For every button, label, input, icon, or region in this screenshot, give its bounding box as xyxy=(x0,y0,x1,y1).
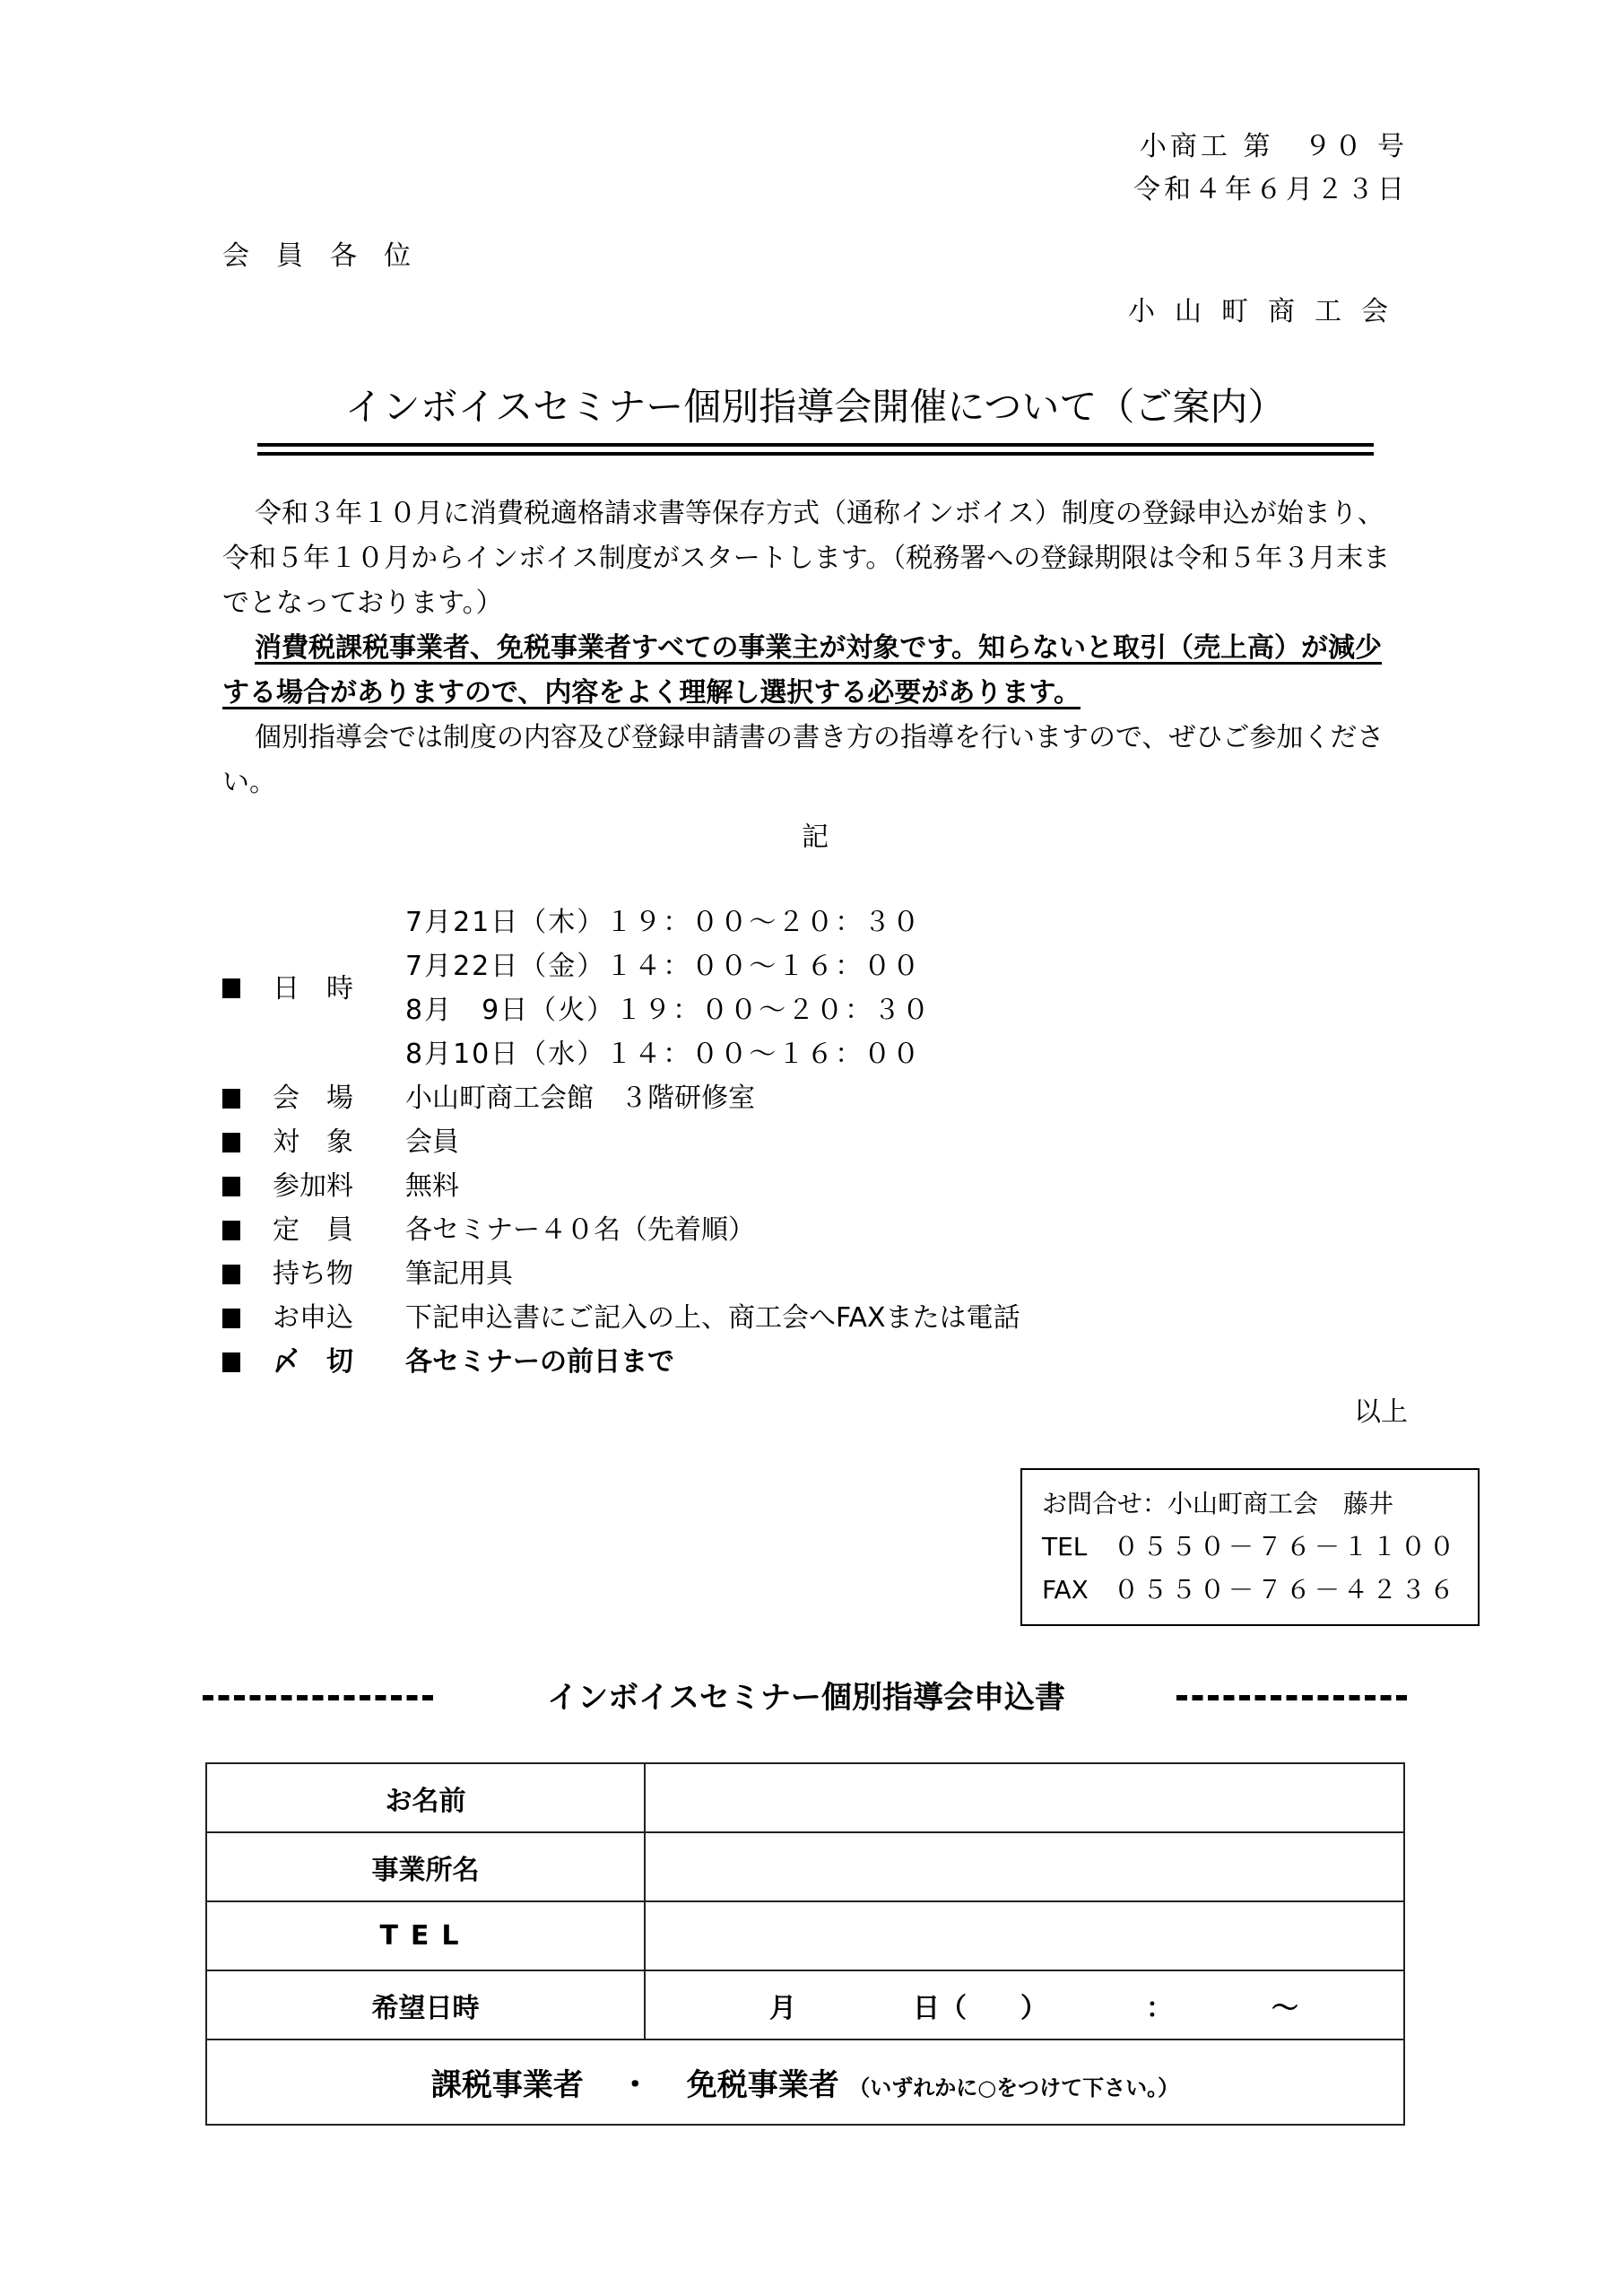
detail-value: 下記申込書にご記入の上、商工会へFAXまたは電話 xyxy=(405,1302,1020,1334)
name-field[interactable] xyxy=(645,1763,1404,1832)
form-row-tel xyxy=(206,1901,1404,1970)
bullet-square-icon xyxy=(222,1177,240,1196)
form-label: 希望日時 xyxy=(206,1970,645,2039)
detail-row-belongings xyxy=(222,1252,1408,1296)
closing-text: 以上 xyxy=(1354,1396,1408,1428)
tel-field[interactable] xyxy=(645,1901,1404,1970)
tax-status-cell[interactable] xyxy=(206,2039,1404,2125)
detail-row-schedule xyxy=(222,900,1408,1076)
schedule-item: 7月21日（木）１９：００～２０：３０ xyxy=(405,907,922,938)
form-label: お名前 xyxy=(206,1763,645,1832)
fax-label: FAX xyxy=(1041,1575,1089,1605)
detail-row-venue xyxy=(222,1076,1408,1120)
title-underline xyxy=(257,443,1374,456)
schedule-item: 8月 9日（火）１９：００～２０：３０ xyxy=(405,995,932,1026)
preferred-datetime-field[interactable] xyxy=(645,1970,1404,2039)
title-underline-top xyxy=(257,443,1374,447)
time-range-tilde: ～ xyxy=(1271,1992,1298,2024)
bullet-square-icon xyxy=(222,1265,240,1284)
bullet-square-icon xyxy=(222,1133,240,1152)
paragraph-intro: 令和３年１０月に消費税適格請求書等保存方式（通称インボイス）制度の登録申込が始まり、令和５年１０月からインボイス制度がスタートします。（税務署への登録期限は令和５年３月末までとなっております。） xyxy=(222,498,1391,619)
form-label: TEL xyxy=(206,1901,645,1970)
detail-row-fee xyxy=(222,1164,1408,1208)
cut-line-left xyxy=(203,1695,436,1700)
detail-row-capacity xyxy=(222,1208,1408,1252)
detail-row-target xyxy=(222,1120,1408,1164)
detail-row-application xyxy=(222,1296,1408,1340)
bullet-cell xyxy=(222,1089,273,1109)
form-title: インボイスセミナー個別指導会申込書 xyxy=(547,1680,1065,1716)
detail-label: 〆 切 xyxy=(273,1346,353,1378)
time-colon: ： xyxy=(1146,1992,1173,2024)
bullet-cell xyxy=(222,1309,273,1328)
bullet-cell xyxy=(222,1265,273,1284)
schedule-item: 8月10日（水）１４：００～１６：００ xyxy=(405,1039,922,1070)
detail-value: 各セミナー４０名（先着順） xyxy=(405,1214,755,1246)
contact-fax xyxy=(1042,1569,1458,1612)
paragraph-warning xyxy=(222,626,1408,716)
title-underline-bottom xyxy=(257,452,1374,456)
bullet-cell xyxy=(222,1133,273,1152)
cut-line-right xyxy=(1176,1695,1410,1700)
detail-value: 筆記用具 xyxy=(405,1258,513,1290)
month-label: 月 xyxy=(769,1992,796,2024)
detail-label: 日 時 xyxy=(273,972,353,1004)
bullet-cell xyxy=(222,1177,273,1196)
datetime-parts xyxy=(655,1986,1394,2025)
detail-label: お申込 xyxy=(273,1302,353,1334)
business-name-field[interactable] xyxy=(645,1832,1404,1901)
detail-label: 会 場 xyxy=(273,1083,353,1114)
bullet-cell xyxy=(222,1221,273,1240)
paragraph-invitation: 個別指導会では制度の内容及び登録申請書の書き方の指導を行いますので、ぜひご参加ください。 xyxy=(222,722,1384,798)
contact-tel xyxy=(1042,1526,1458,1569)
bullet-square-icon xyxy=(222,1221,240,1240)
detail-label: 定 員 xyxy=(273,1214,353,1246)
weekday-close: ） xyxy=(1020,1992,1047,2024)
detail-value: 会員 xyxy=(405,1126,459,1158)
detail-value: 各セミナーの前日まで xyxy=(405,1346,674,1378)
issuer: 小山町商工会 xyxy=(1128,296,1408,327)
form-row-tax-status xyxy=(206,2039,1404,2125)
page-title: インボイスセミナー個別指導会開催について（ご案内） xyxy=(344,385,1286,429)
addressee: 会員各位 xyxy=(222,240,438,272)
schedule-list xyxy=(405,900,1408,1076)
body-text xyxy=(222,491,1408,805)
exempt-option[interactable]: 免税事業者 xyxy=(686,2067,839,2103)
details-list xyxy=(222,900,1408,1384)
tel-label: TEL xyxy=(1041,1532,1088,1561)
bullet-square-icon xyxy=(222,1309,240,1328)
form-row-name xyxy=(206,1763,1404,1832)
bullet-square-icon xyxy=(222,1352,240,1372)
detail-value: 小山町商工会館 ３階研修室 xyxy=(405,1083,755,1114)
document-number: 小商工 第 ９０ 号 xyxy=(1139,131,1408,162)
contact-box xyxy=(1020,1468,1480,1626)
form-label: 事業所名 xyxy=(206,1832,645,1901)
warning-text: 消費税課税事業者、免税事業者すべての事業主が対象です。知らないと取引（売上高）が減少する場合がありますので、内容をよく理解し選択する必要があります。 xyxy=(222,632,1382,709)
contact-person: お問合せ：小山町商工会 藤井 xyxy=(1041,1489,1393,1518)
ki-heading: 記 xyxy=(802,822,829,853)
tax-status-note: （いずれかに○をつけて下さい。） xyxy=(848,2075,1180,2100)
tax-status-line xyxy=(430,2067,1180,2103)
application-form xyxy=(205,1762,1405,2126)
fax-number: ０５５０－７６－４２３６ xyxy=(1113,1575,1458,1605)
form-row-datetime xyxy=(206,1970,1404,2039)
title-block xyxy=(222,380,1408,456)
form-row-business xyxy=(206,1832,1404,1901)
bullet-square-icon xyxy=(222,978,240,998)
tel-number[interactable]: ０５５０－７６－１１００ xyxy=(1113,1532,1458,1561)
document-date: 令和４年６月２３日 xyxy=(1133,174,1408,205)
detail-label: 参加料 xyxy=(273,1170,353,1202)
bullet-square-icon xyxy=(222,1089,240,1109)
schedule-item: 7月22日（金）１４：００～１６：００ xyxy=(405,951,922,982)
detail-label: 対 象 xyxy=(273,1126,353,1158)
detail-value: 無料 xyxy=(405,1170,459,1202)
day-label: 日（ xyxy=(913,1992,967,2024)
option-separator: ・ xyxy=(620,2067,651,2103)
detail-row-deadline xyxy=(222,1340,1408,1384)
detail-label: 持ち物 xyxy=(273,1258,353,1290)
document-header xyxy=(222,126,1408,212)
bullet-cell xyxy=(222,978,273,998)
form-header xyxy=(203,1676,1410,1719)
taxable-option[interactable]: 課税事業者 xyxy=(430,2067,584,2103)
bullet-cell xyxy=(222,1352,273,1372)
contact-row xyxy=(0,1468,1480,1626)
